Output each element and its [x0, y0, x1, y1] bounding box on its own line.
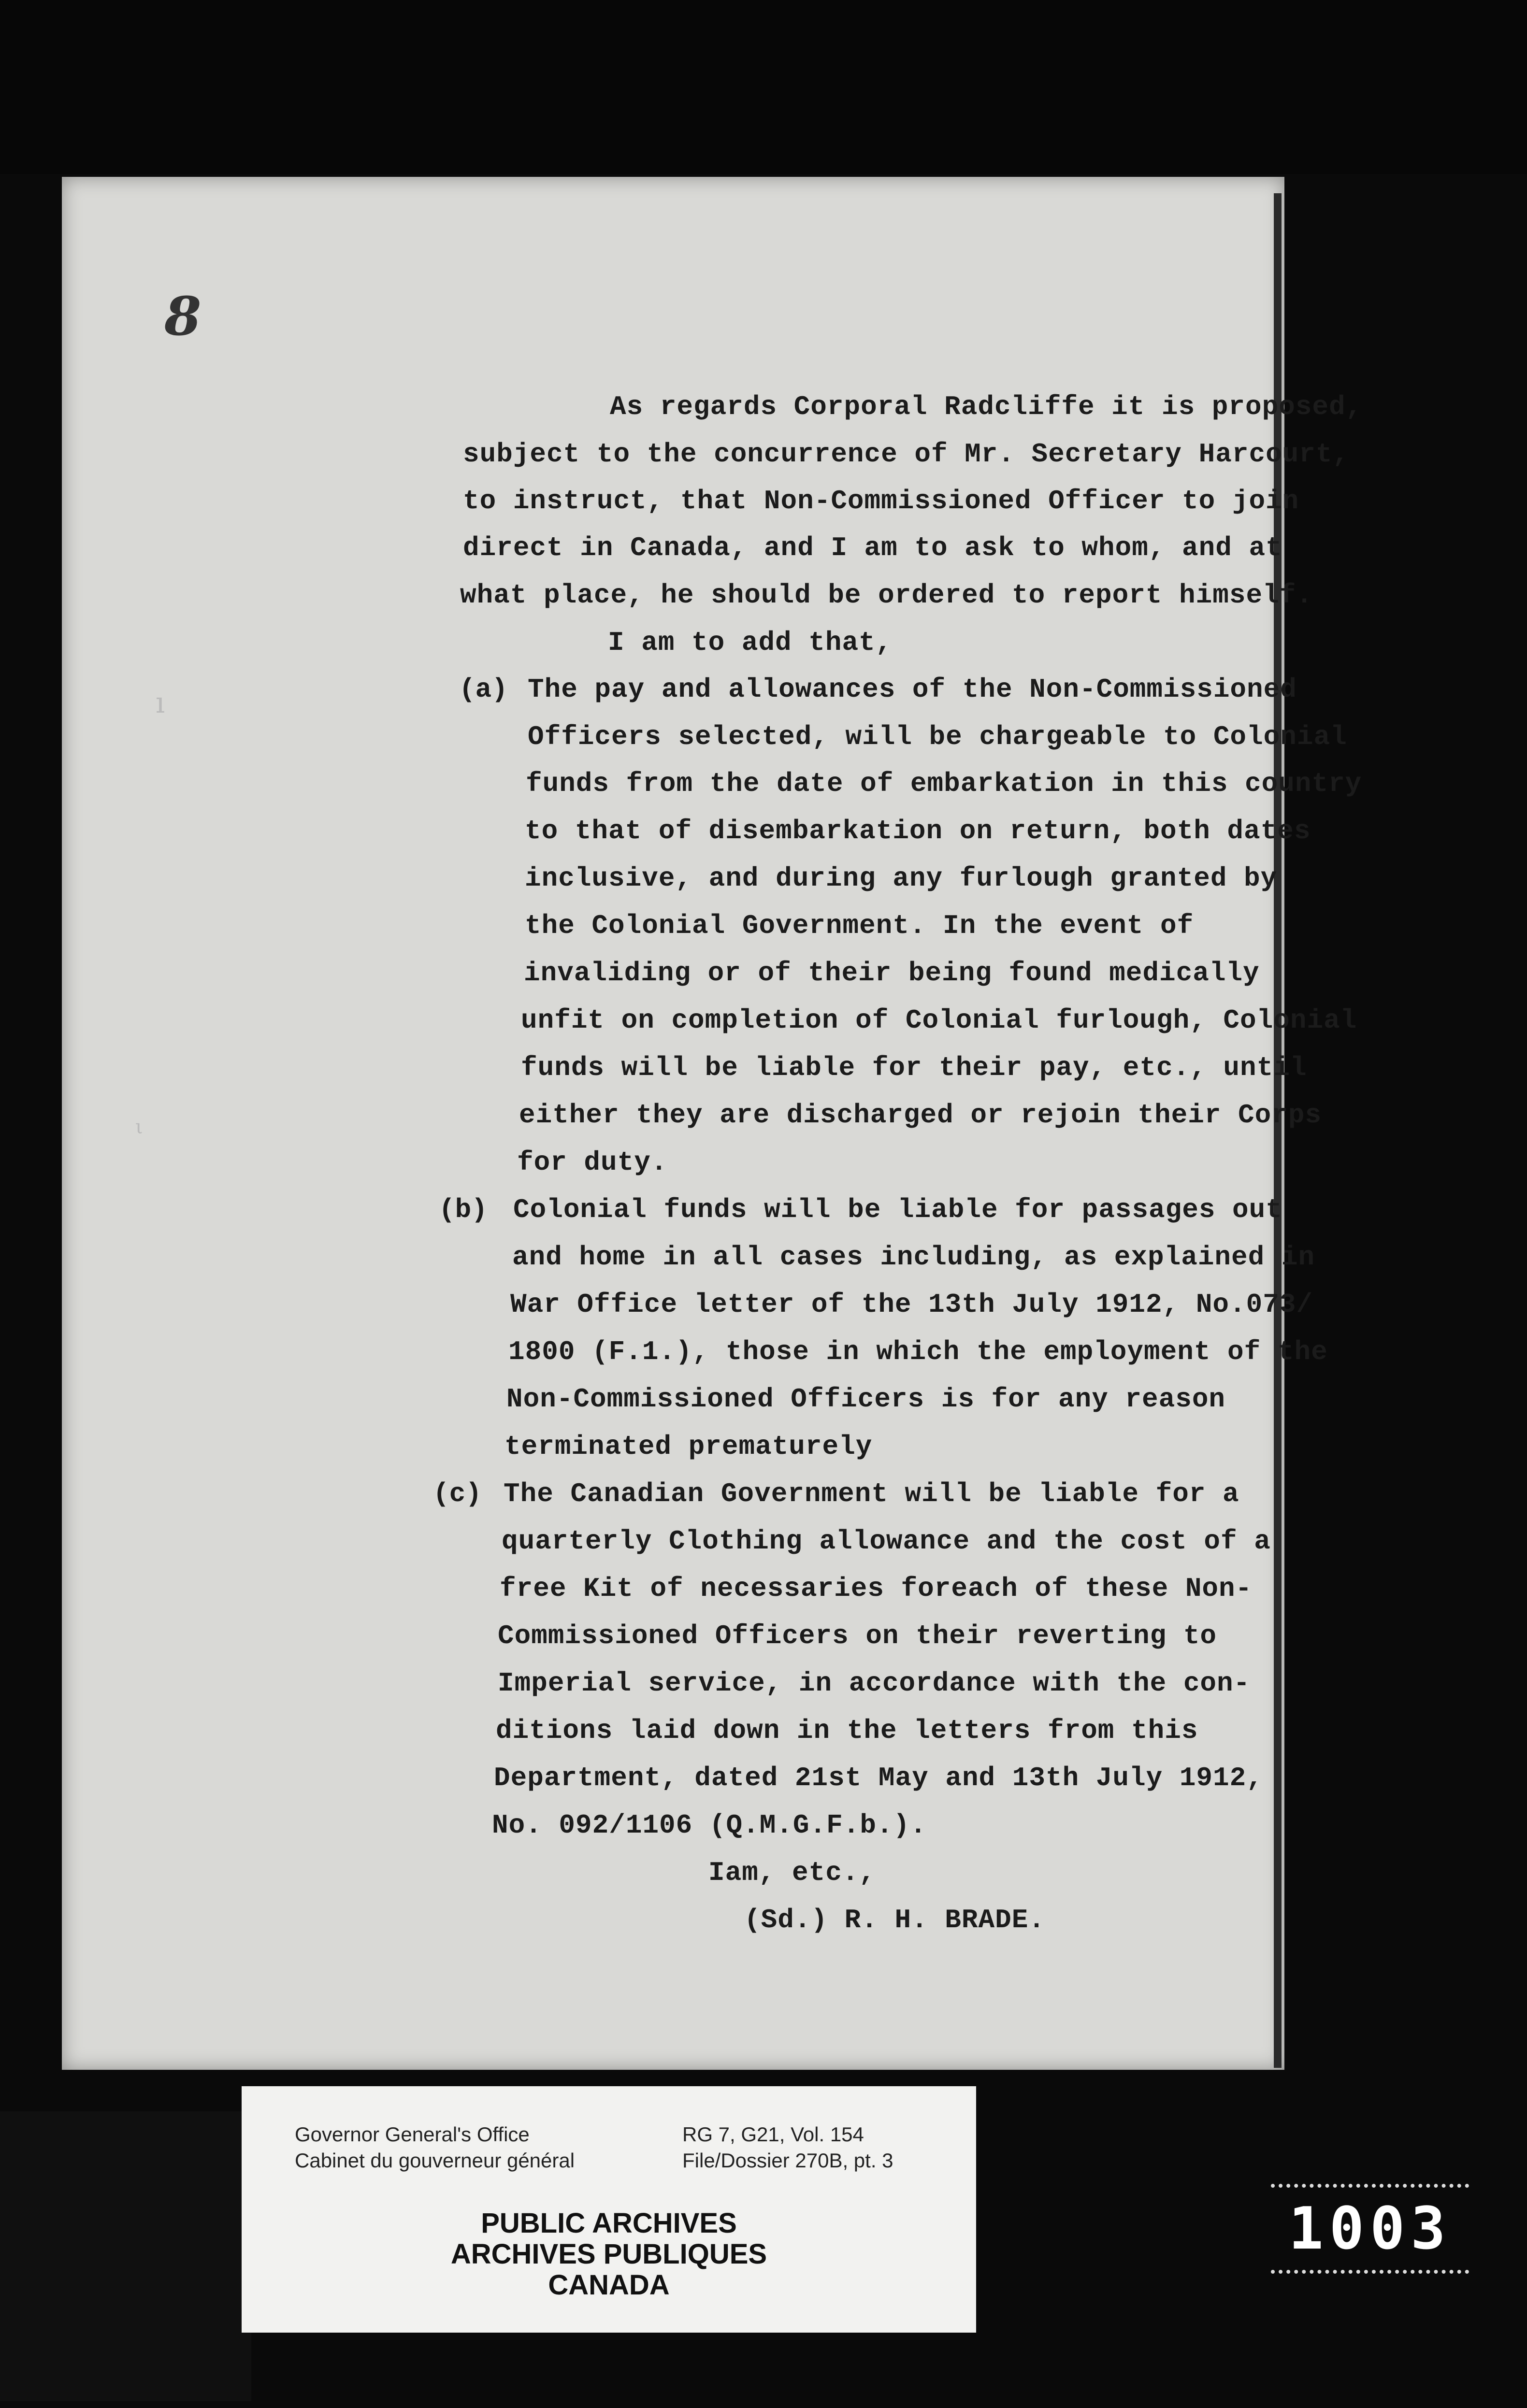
film-border [0, 0, 1527, 174]
margin-tick: ι [135, 1116, 143, 1138]
body-line: what place, he should be ordered to report himself. [460, 580, 1313, 611]
office-en: Governor General's Office [295, 2123, 530, 2146]
file-reference: File/Dossier 270B, pt. 3 [682, 2149, 893, 2172]
body-line: The Canadian Government will be liable for a [504, 1478, 1239, 1509]
item-marker: (c) [433, 1478, 482, 1509]
page-number: 8 [164, 285, 202, 347]
body-line: The pay and allowances of the Non-Commissioned [528, 674, 1297, 705]
stamp-line: ARCHIVES PUBLIQUES [450, 2238, 767, 2270]
body-line: free Kit of necessaries foreach of these Non- [500, 1573, 1253, 1604]
body-line: invaliding or of their being found medically [524, 958, 1260, 989]
body-line: inclusive, and during any furlough granted by [525, 863, 1278, 894]
body-line: Department, dated 21st May and 13th July 1912, [494, 1763, 1263, 1793]
body-line: Imperial service, in accordance with the con- [498, 1668, 1251, 1699]
body-line: As regards Corporal Radcliffe it is proposed, [610, 391, 1363, 422]
body-line: direct in Canada, and I am to ask to whom, and at [463, 532, 1282, 563]
stamp-line: PUBLIC ARCHIVES [481, 2207, 737, 2239]
item-marker: (b) [439, 1194, 488, 1225]
body-line: Officers selected, will be chargeable to Colonial [528, 721, 1347, 752]
frame-counter [1271, 2184, 1469, 2274]
body-line: 1800 (F.1.), those in which the employment of the [508, 1336, 1328, 1367]
body-line: funds from the date of embarkation in this country [526, 768, 1362, 799]
body-line: War Office letter of the 13th July 1912, No.073/ [510, 1289, 1313, 1320]
body-line: for duty. [517, 1147, 668, 1178]
reference: RG 7, G21, Vol. 154 [682, 2123, 864, 2146]
page-edge [1274, 193, 1282, 2068]
archive-label [242, 2086, 976, 2333]
body-line: either they are discharged or rejoin their Corps [519, 1100, 1322, 1131]
body-line: unfit on completion of Colonial furlough, Colonial [521, 1005, 1357, 1036]
body-line: subject to the concurrence of Mr. Secretary Harcourt, [463, 439, 1350, 470]
body-line: to instruct, that Non-Commissioned Officer to join [463, 486, 1299, 516]
body-line: No. 092/1106 (Q.M.G.F.b.). [492, 1810, 927, 1841]
signature: (Sd.) R. H. BRADE. [744, 1905, 1045, 1935]
body-line: terminated prematurely [504, 1431, 873, 1462]
closing: Iam, etc., [708, 1857, 876, 1888]
body-line: I am to add that, [608, 627, 893, 658]
body-line: quarterly Clothing allowance and the cost of a [502, 1526, 1271, 1557]
margin-tick: ı [156, 686, 165, 720]
film-margin [0, 2111, 251, 2401]
office-fr: Cabinet du gouverneur général [295, 2149, 575, 2172]
body-line: Colonial funds will be liable for passages out [513, 1194, 1282, 1225]
body-line: and home in all cases including, as explained in [512, 1242, 1315, 1273]
stamp-line: CANADA [548, 2269, 670, 2301]
item-marker: (a) [459, 674, 508, 705]
body-line: Commissioned Officers on their reverting to [498, 1620, 1217, 1651]
body-line: ditions laid down in the letters from this [496, 1715, 1198, 1746]
body-line: Non-Commissioned Officers is for any reason [506, 1384, 1226, 1415]
frame-number: 1003 [1288, 2195, 1452, 2263]
body-line: funds will be liable for their pay, etc., until [521, 1052, 1307, 1083]
body-line: the Colonial Government. In the event of [525, 910, 1194, 941]
body-line: to that of disembarkation on return, both dates [525, 816, 1311, 846]
